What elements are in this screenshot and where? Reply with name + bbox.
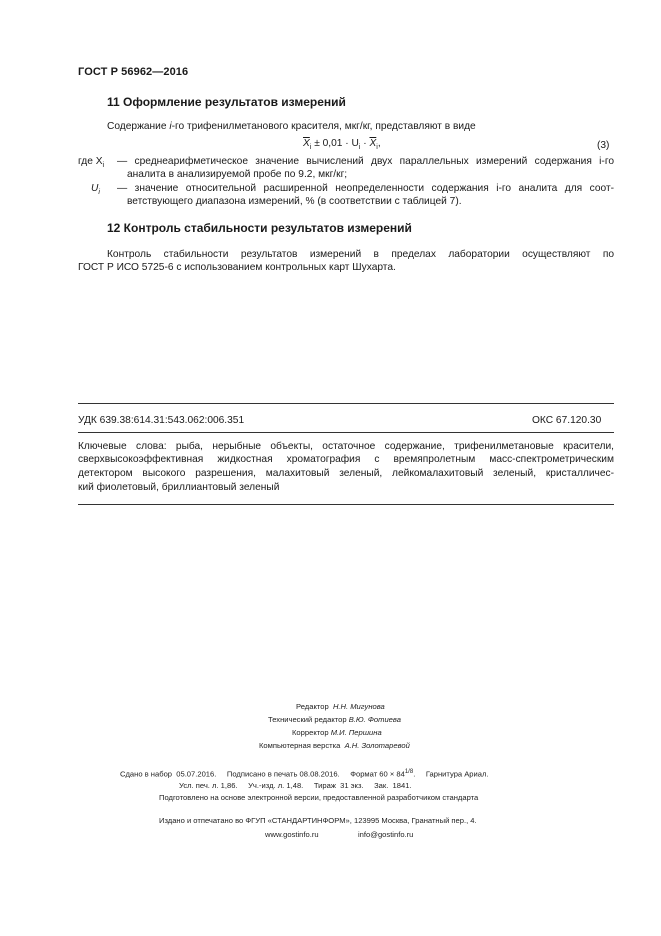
corrector-line: Корректор М.И. Першина	[292, 728, 382, 737]
publisher-line: Издано и отпечатано во ФГУП «СТАНДАРТИНФОРМ», 123995 Москва, Гранатный пер., 4.	[159, 816, 477, 825]
keywords-line1: Ключевые слова: рыба, нерыбные объекты, остаточное содержание, трифенилметановые красители,	[78, 441, 614, 452]
section-11-title: 11 Оформление результатов измерений	[107, 95, 346, 109]
where-xi-line1: — среднеарифметическое значение вычислений двух параллельных измерений содержания i-го	[117, 156, 614, 167]
keywords-line3: детектором высокого разрешения, малахитовый зеленый, лейкомалахитовый зеленый, кристалличес-	[78, 468, 614, 479]
keywords-line2: сверхвысокоэффективная жидкостная хроматография с времяпролетным масс-спектрометрическим	[78, 454, 614, 465]
udk-code: УДК 639.38:614.31:543.062:006.351	[78, 415, 245, 426]
formula-number: (3)	[597, 140, 610, 151]
standard-number: ГОСТ Р 56962—2016	[78, 66, 189, 78]
formula-3: $\overline{X}_i \pm 0,01 \cdot U_i \cdot \overline{X}_i$,	[303, 138, 381, 152]
section-12-line2: ГОСТ Р ИСО 5725-6 с использованием контрольных карт Шухарта.	[78, 262, 396, 273]
website-link[interactable]: www.gostinfo.ru	[265, 830, 319, 839]
tech-editor-line: Технический редактор В.Ю. Фотиева	[268, 715, 401, 724]
middle-divider	[78, 432, 614, 433]
section-12-line1: Контроль стабильности результатов измерений в пределах лаборатории осуществляют по	[107, 249, 614, 260]
email-link[interactable]: info@gostinfo.ru	[358, 830, 414, 839]
editor-line: Редактор Н.Н. Мигунова	[296, 702, 385, 711]
section-12-title: 12 Контроль стабильности результатов измерений	[107, 221, 412, 235]
print-details-line1: Сдано в набор 05.07.2016. Подписано в печать 08.08.2016. Формат $60 \times 84^{1/8}$. Гарнитура Ариал.	[120, 769, 489, 779]
prepared-note: Подготовлено на основе электронной версии, предоставленной разработчиком стандарта	[159, 793, 479, 802]
where-xi-line2: аналита в анализируемой пробе по 9.2, мкг/кг;	[127, 169, 348, 180]
layout-line: Компьютерная верстка А.Н. Золотаревой	[259, 741, 410, 750]
where-ui-line1: — значение относительной расширенной неопределенности содержания i-го аналита для соот-	[117, 183, 614, 194]
where-xi-label: где $X_i$	[78, 156, 105, 170]
top-divider	[78, 403, 614, 404]
where-ui-line2: ветствующего диапазона измерений, % (в соответствии с таблицей 7).	[127, 196, 462, 207]
bottom-divider	[78, 504, 614, 505]
oks-code: ОКС 67.120.30	[532, 415, 602, 426]
section-11-intro: Содержание i-го трифенилметанового красителя, мкг/кг, представляют в виде	[107, 121, 476, 132]
keywords-line4: кий фиолетовый, бриллиантовый зеленый	[78, 482, 280, 493]
where-ui-label: $U_i$	[91, 183, 100, 197]
print-details-line2: Усл. печ. л. 1,86. Уч.-изд. л. 1,48. Тираж 31 экз. Зак. 1841.	[179, 781, 412, 790]
